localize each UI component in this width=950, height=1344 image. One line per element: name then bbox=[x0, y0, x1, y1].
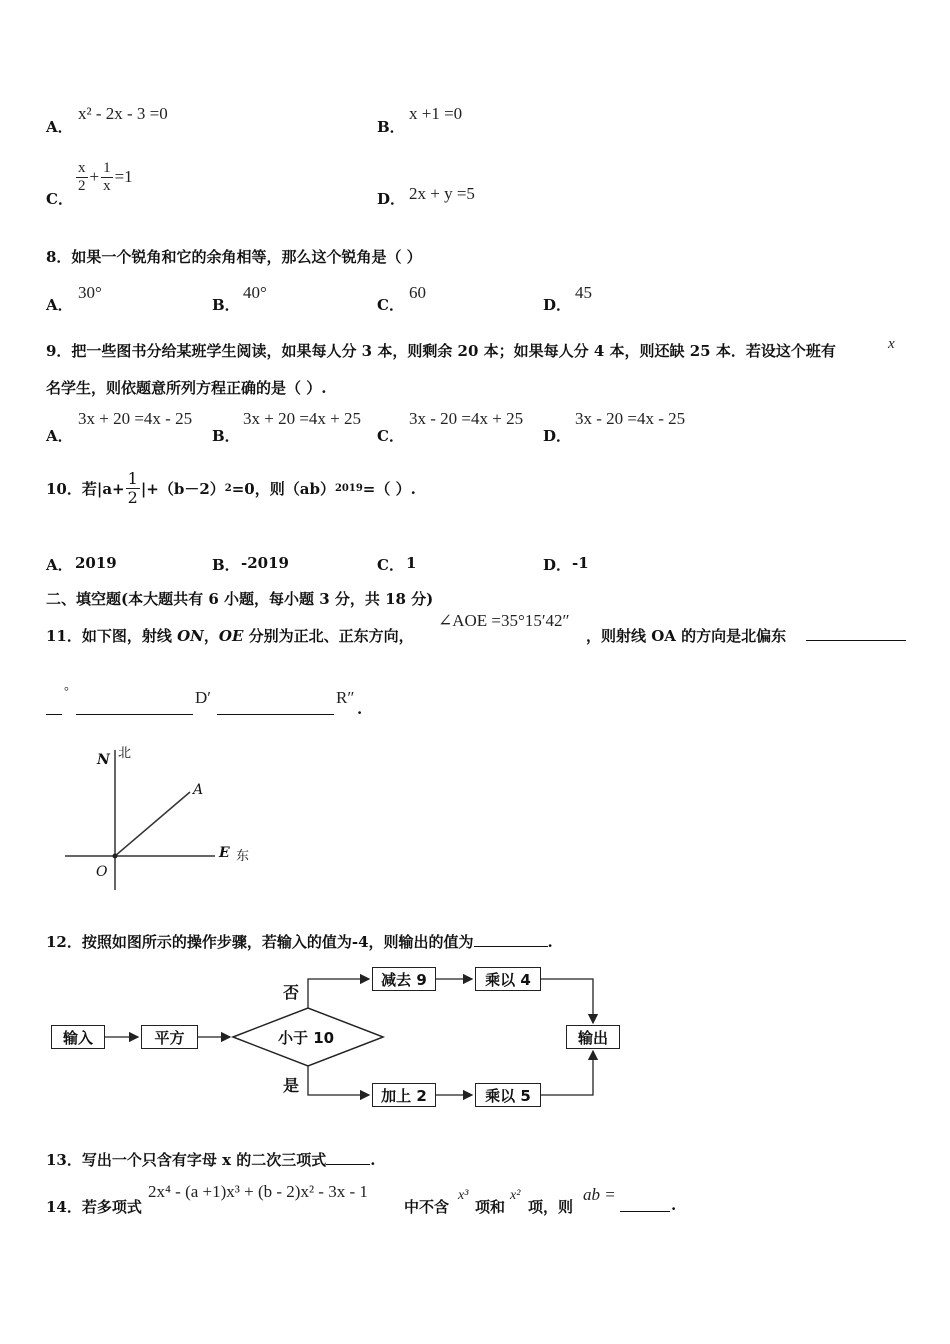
q7-option-d-expression: 2x + y =5 bbox=[409, 184, 475, 203]
figure-label-east: 东 bbox=[236, 849, 250, 864]
origin-point bbox=[113, 854, 118, 859]
q8-option-a-value: 30° bbox=[78, 283, 102, 302]
flow-times4-box: 乘以 4 bbox=[475, 967, 541, 991]
q9-stem-line2: 名学生，则依题意所列方程正确的是（ ）. bbox=[46, 379, 327, 397]
q10-middle2: =0，则（ab） bbox=[231, 479, 335, 498]
q11-stem-suffix: ，则射线 OA 的方向是北偏东 bbox=[586, 627, 787, 645]
flow-decision-label: 小于 10 bbox=[278, 1029, 335, 1047]
q14-period: . bbox=[671, 1196, 677, 1214]
flow-output-box: 输出 bbox=[566, 1025, 620, 1049]
q10-option-d-label: D． bbox=[543, 556, 572, 574]
figure-label-o: O bbox=[96, 864, 108, 880]
q10-fraction: $\frac{1}{2}$ bbox=[127, 469, 138, 507]
q7-option-b-expression: x +1 =0 bbox=[409, 104, 463, 123]
q14-blank[interactable] bbox=[620, 1211, 670, 1212]
q14-polynomial: 2x⁴ - (a +1)x³ + (b - 2)x² - 3x - 1 bbox=[148, 1182, 368, 1201]
q14-mid3: 项，则 bbox=[528, 1198, 574, 1216]
q7-option-c-label: C． bbox=[46, 190, 73, 208]
flow-plus2-box: 加上 2 bbox=[372, 1083, 436, 1107]
q11-ray-oe: OE bbox=[218, 627, 244, 645]
q7-option-d-label: D． bbox=[377, 190, 406, 208]
q7-option-a-expression: x² - 2x - 3 =0 bbox=[78, 104, 168, 123]
q11-ray-on: ON bbox=[177, 627, 204, 645]
q9-option-c-label: C． bbox=[377, 427, 404, 445]
q10-option-d-value: -1 bbox=[572, 554, 589, 572]
q7-option-c-expression bbox=[76, 160, 133, 194]
q12-blank[interactable] bbox=[474, 945, 548, 947]
flow-no-label: 否 bbox=[283, 983, 300, 1002]
q14-stem-prefix: 14．若多项式 bbox=[46, 1198, 142, 1216]
q11-comma: ， bbox=[203, 627, 219, 645]
q9-option-d-expression: 3x - 20 =4x - 25 bbox=[575, 409, 686, 428]
q7-option-a-label: A． bbox=[46, 118, 73, 136]
q11-second-mark: R″ bbox=[336, 688, 355, 707]
q11-period: . bbox=[357, 700, 363, 718]
q10-middle: |+（b－2） bbox=[140, 479, 225, 498]
q9-option-a-expression: 3x + 20 =4x - 25 bbox=[78, 409, 193, 428]
q8-option-c-label: C． bbox=[377, 296, 404, 314]
q14-x2: x² bbox=[510, 1188, 521, 1203]
q9-stem-variable: x bbox=[888, 336, 895, 352]
flow-minus9-box: 减去 9 bbox=[372, 967, 436, 991]
q13-stem bbox=[46, 1149, 376, 1170]
q9-stem-line1: 9．把一些图书分给某班学生阅读，如果每人分 3 本，则剩余 20 本；如果每人分 4 本，则还缺 25 本．若设这个班有 bbox=[46, 342, 836, 360]
q8-stem: 8．如果一个锐角和它的余角相等，那么这个锐角是（ ） bbox=[46, 248, 422, 266]
q14-x3: x³ bbox=[458, 1188, 469, 1203]
q11-minute-mark: D′ bbox=[195, 688, 211, 707]
q8-option-d-value: 45 bbox=[575, 283, 592, 302]
q11-blank-deg-lead[interactable] bbox=[46, 714, 62, 715]
q11-blank-minutes[interactable] bbox=[217, 714, 334, 715]
flowchart-connectors bbox=[40, 960, 640, 1110]
q10-exponent-2: 2 bbox=[224, 482, 232, 494]
q12-period: . bbox=[547, 933, 553, 951]
q8-option-d-label: D． bbox=[543, 296, 572, 314]
q7-c-fraction-1: $\frac{x}{2}$ bbox=[78, 160, 86, 194]
q7-c-fraction-2: $\frac{1}{x}$ bbox=[103, 160, 111, 194]
q11-direction-figure bbox=[60, 740, 270, 900]
q10-option-a-label: A． bbox=[46, 556, 73, 574]
q14-ab: ab = bbox=[583, 1185, 616, 1204]
q9-option-d-label: D． bbox=[543, 427, 572, 445]
ray-oa bbox=[115, 792, 190, 856]
q9-option-b-label: B． bbox=[212, 427, 240, 445]
q11-stem bbox=[46, 625, 414, 646]
q10-prefix: 10．若|a+ bbox=[46, 479, 125, 498]
q11-stem-prefix: 11．如下图，射线 bbox=[46, 627, 178, 645]
flow-times5-box: 乘以 5 bbox=[475, 1083, 541, 1107]
q10-option-b-value: -2019 bbox=[241, 554, 289, 572]
q8-option-b-label: B． bbox=[212, 296, 240, 314]
q13-stem-text: 13．写出一个只含有字母 x 的二次三项式 bbox=[46, 1151, 327, 1169]
q13-blank[interactable] bbox=[326, 1163, 370, 1165]
q7-c-tail: =1 bbox=[114, 167, 133, 186]
q11-blank-degrees[interactable] bbox=[76, 714, 193, 715]
q7-option-b-label: B． bbox=[377, 118, 405, 136]
q8-option-a-label: A． bbox=[46, 296, 73, 314]
q10-exponent-2019: 2019 bbox=[334, 482, 363, 494]
figure-label-n: N bbox=[97, 752, 110, 768]
figure-label-a: A bbox=[193, 782, 204, 798]
flow-yes-label: 是 bbox=[283, 1076, 300, 1095]
q10-suffix: =（ ）. bbox=[362, 479, 416, 498]
q11-blank-1[interactable] bbox=[806, 640, 906, 641]
q7-c-plus: + bbox=[89, 167, 100, 186]
q10-option-a-value: 2019 bbox=[75, 554, 117, 572]
figure-label-north: 北 bbox=[118, 746, 132, 761]
q13-period: . bbox=[370, 1151, 376, 1169]
q11-degree-mark: ° bbox=[64, 684, 69, 698]
q10-stem bbox=[46, 470, 416, 506]
q11-angle-expression: ∠AOE =35°15′42″ bbox=[438, 611, 570, 630]
section-2-title: 二、填空题(本大题共有 6 小题，每小题 3 分，共 18 分) bbox=[46, 590, 434, 608]
q9-option-c-expression: 3x - 20 =4x + 25 bbox=[409, 409, 524, 428]
q9-option-a-label: A． bbox=[46, 427, 73, 445]
q9-option-b-expression: 3x + 20 =4x + 25 bbox=[243, 409, 362, 428]
q14-mid2: 项和 bbox=[475, 1198, 506, 1216]
flow-square-box: 平方 bbox=[141, 1025, 198, 1049]
q11-stem-mid: 分别为正北、正东方向， bbox=[243, 627, 414, 645]
q10-option-c-label: C． bbox=[377, 556, 404, 574]
q8-option-b-value: 40° bbox=[243, 283, 267, 302]
q10-option-b-label: B． bbox=[212, 556, 240, 574]
q12-stem bbox=[46, 931, 553, 952]
q8-option-c-value: 60 bbox=[409, 283, 426, 302]
flow-input-box: 输入 bbox=[51, 1025, 105, 1049]
q14-mid1: 中不含 bbox=[404, 1198, 450, 1216]
q12-stem-text: 12．按照如图所示的操作步骤，若输入的值为-4，则输出的值为 bbox=[46, 933, 474, 951]
figure-label-e: E bbox=[219, 845, 230, 861]
q10-option-c-value: 1 bbox=[406, 554, 417, 572]
